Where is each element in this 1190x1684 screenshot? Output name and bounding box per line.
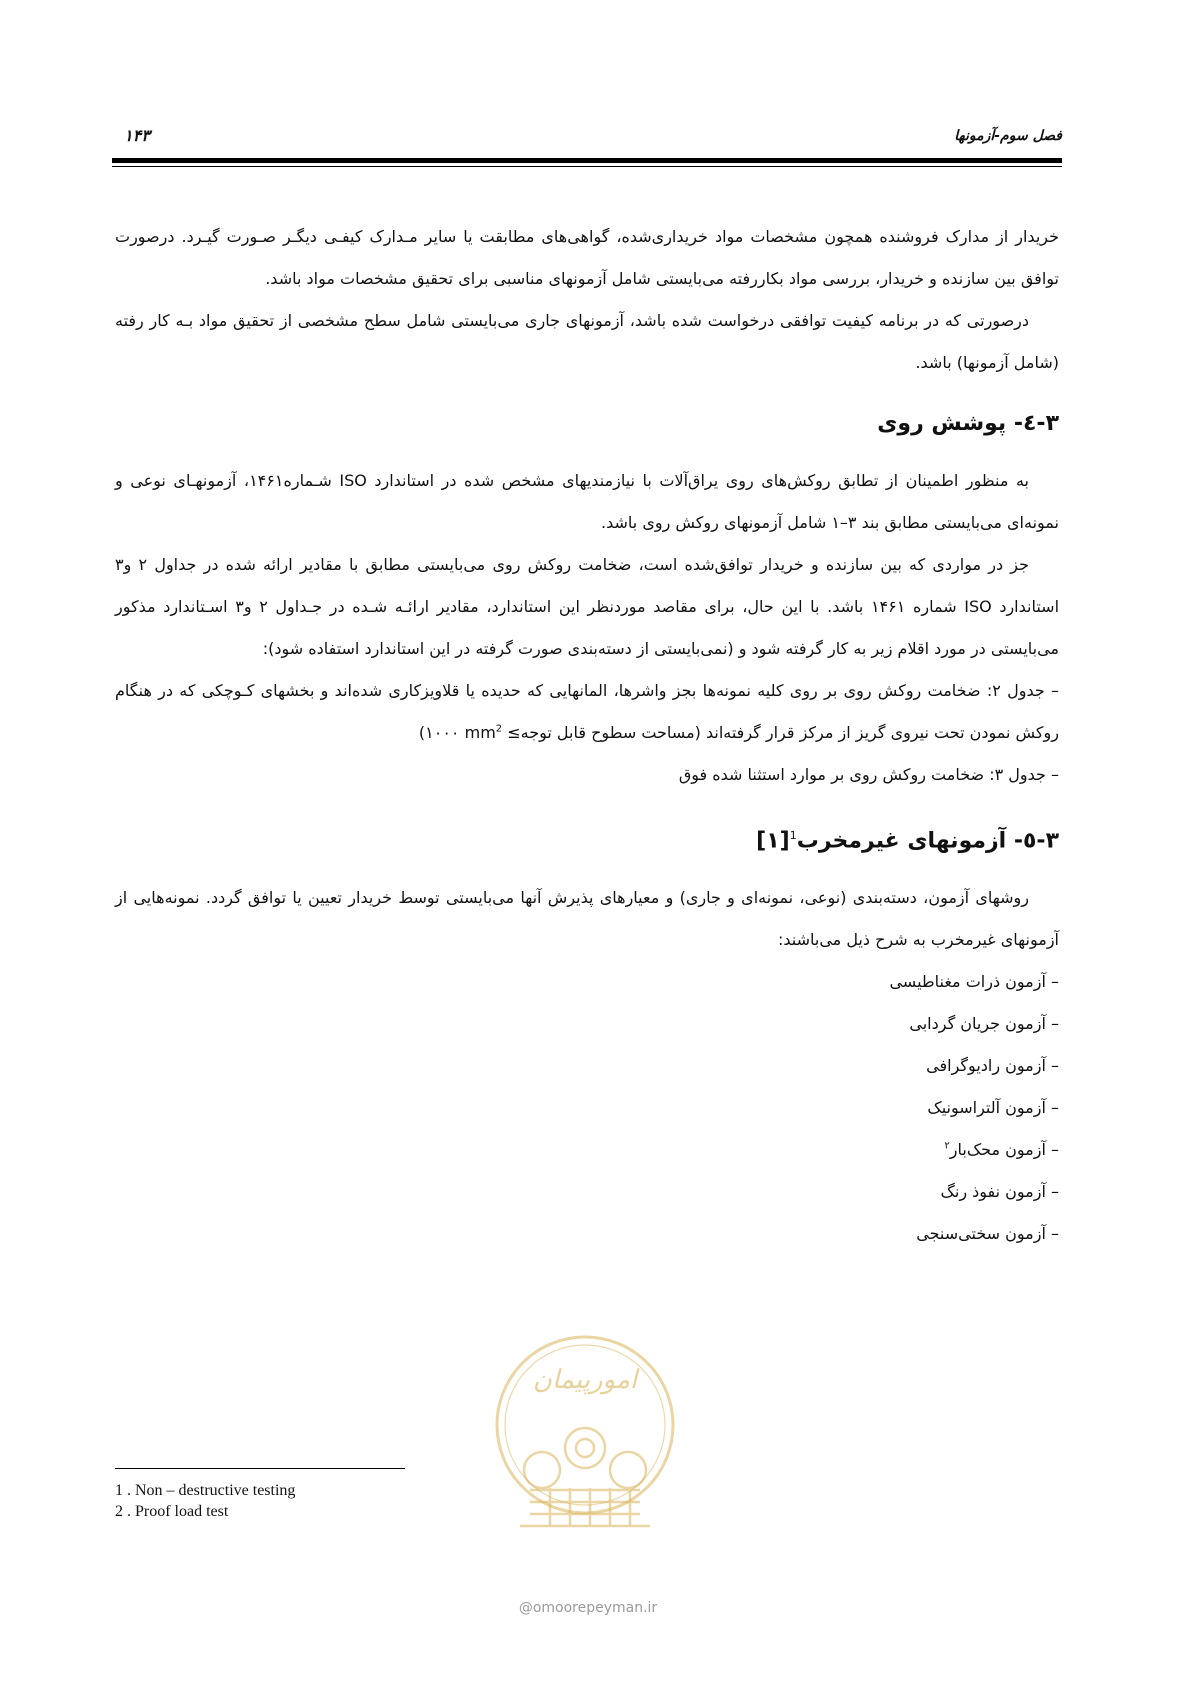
ndt-heading-reference: [۱] <box>756 828 790 854</box>
list-item: – آزمون نفوذ رنگ <box>940 1182 1059 1202</box>
footnote-1: 1 . Non – destructive testing <box>115 1482 296 1499</box>
page-number: ۱۴۳ <box>124 126 150 145</box>
list-item: – آزمون سختی‌سنجی <box>916 1224 1059 1244</box>
zinc-paragraph-1: به منظور اطمینان از تطابق روکش‌های روی یراق‌آلات با نیازمندیهای مشخص شده در استاندارد ISO شـماره۱۴۶۱، آزمونهـای نوعی و نمونه‌ای می‌بایستی مطابق بند ۳–۱ شامل آزمونهای روکش روی باشد. <box>115 471 1059 532</box>
proof-load-text: – آزمون محک‌بار <box>949 1140 1059 1160</box>
zinc-item-table-3: – جدول ۳: ضخامت روکش روی بر موارد استثنا شده فوق <box>678 765 1059 784</box>
header-rule-thick <box>112 158 1062 163</box>
list-item: – آزمون رادیوگرافی <box>926 1056 1059 1076</box>
list-item: – آزمون جریان گردابی <box>909 1014 1059 1034</box>
ndt-test-list <box>115 961 1059 1255</box>
proof-load-footnote-mark: ۲ <box>944 1141 950 1152</box>
area-exponent: 2 <box>495 723 503 735</box>
page-header <box>112 120 1062 162</box>
footnote-separator <box>115 1468 405 1469</box>
zinc-item-table-2 <box>115 670 1059 754</box>
area-unit <box>425 723 502 742</box>
closing-paren: ) <box>418 723 426 742</box>
area-value: ۱۰۰۰ mm <box>425 723 496 742</box>
body-text <box>115 216 1059 1255</box>
zinc-item-table-2-text: – جدول ۲: ضخامت روکش روی بر روی کلیه نمونه‌ها بجز واشرها، المانهایی که حدیده یا قلاویزکاری شده‌اند و بخشهای کـوچکی که در هنگام روکش نمودن تحت نیروی گریز از مرکز قرار گرفته‌اند (مساحت سطوح قابل توجه≥ <box>115 681 1060 742</box>
zinc-paragraph-2: جز در مواردی که بین سازنده و خریدار توافق‌شده است، ضخامت روکش روی می‌بایستی مطابق با مقادیر ارائه شده در جداول ۲ و۳ استاندارد ISO شماره ۱۴۶۱ باشد. با این حال، برای مقاصد موردنظر این استاندارد، مقادیر ارائـه شـده در جـداول ۲ و۳ اسـتاندارد مذکور می‌بایستی در مورد اقلام زیر به کار گرفته شود و (نمی‌بایستی از دسته‌بندی صورت گرفته در این استاندارد استفاده شود): <box>115 555 1060 658</box>
ndt-paragraph: روشهای آزمون، دسته‌بندی (نوعی، نمونه‌ای و جاری) و معیارهای پذیرش آنها می‌بایستی توسط خریدار تعیین یا توافق گردد. نمونه‌هایی از آزمونهای غیرمخرب به شرح ذیل می‌باشند: <box>115 888 1059 950</box>
ndt-heading-footnote-mark: 1 <box>789 829 797 842</box>
footnotes <box>115 1480 515 1522</box>
intro-paragraph-1: خریدار از مدارک فروشنده همچون مشخصات مواد خریداری‌شده، گواهی‌های مطابقت یا سایر مـدارک کیفـی دیگـر صـورت گیـرد. درصورت توافق بین سازنده و خریدار، بررسی مواد بکاررفته می‌بایستی شامل آزمونهای مناسبی برای تحقیق مشخصات مواد باشد. <box>115 227 1059 288</box>
ndt-heading-text: ۳-٥- آزمونهای غیرمخرب <box>796 828 1059 854</box>
chapter-title: فصل سوم-آزمونها <box>954 128 1062 144</box>
watermark-logo-text: امورپیمان <box>532 1365 638 1395</box>
watermark-logo <box>490 1330 680 1580</box>
list-item <box>115 1129 1059 1171</box>
list-item: – آزمون ذرات مغناطیسی <box>889 972 1059 992</box>
section-heading-zinc-coating: ۳-٤- پوشش روی <box>877 411 1059 436</box>
header-rule-thin <box>112 166 1062 167</box>
intro-paragraph-2: درصورتی که در برنامه کیفیت توافقی درخواست شده باشد، آزمونهای جاری می‌بایستی شامل سطح مشخصی از تحقیق مواد بـه کار رفته (شامل آزمونها) باشد. <box>115 311 1059 372</box>
section-heading-ndt <box>115 812 1059 865</box>
list-item: – آزمون آلتراسونیک <box>927 1098 1059 1118</box>
watermark-caption: @omoorepeyman.ir <box>518 1600 658 1616</box>
footnote-2: 2 . Proof load test <box>115 1503 229 1520</box>
